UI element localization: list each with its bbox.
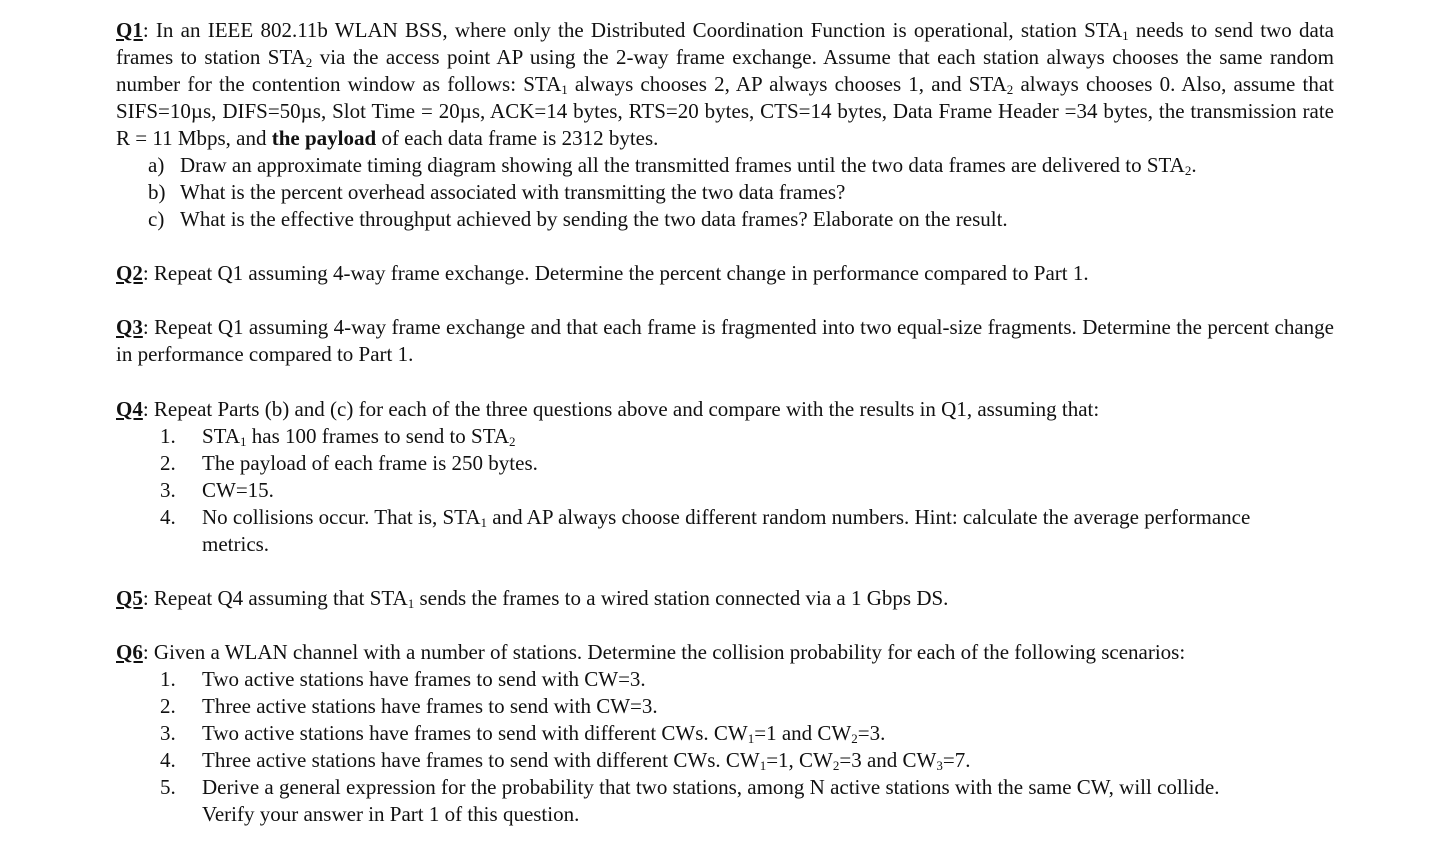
list-marker: 1. xyxy=(160,667,176,691)
question-4-item xyxy=(116,504,1334,558)
question-6-item xyxy=(116,747,1334,774)
subscript: 1 xyxy=(407,596,415,611)
subscript: 2 xyxy=(1006,82,1014,97)
question-4-text xyxy=(116,396,1334,423)
list-item-text: Draw an approximate timing diagram showing all the transmitted frames until the two data frames are delivered to $STA_2$. xyxy=(180,153,1197,178)
question-6 xyxy=(116,639,1334,828)
list-marker: 4. xyxy=(160,748,176,772)
question-4-items xyxy=(116,423,1334,558)
subscript: 2 xyxy=(305,55,313,70)
subscript: 1 xyxy=(480,515,487,530)
question-6-item xyxy=(116,693,1334,720)
subscript: 2 xyxy=(509,434,516,449)
question-5-body: : Repeat Q4 assuming that $STA_1$ sends the frames to a wired station connected via a 1 Gbps DS. xyxy=(142,586,949,611)
question-4-item xyxy=(116,423,1334,450)
list-marker: 3. xyxy=(160,478,176,502)
question-3-text xyxy=(116,314,1334,368)
question-3-label: Q3 xyxy=(116,315,143,339)
question-4-item xyxy=(116,450,1334,477)
question-6-item xyxy=(116,774,1334,828)
question-1 xyxy=(116,17,1334,233)
subscript: 1 xyxy=(759,758,767,773)
question-6-item xyxy=(116,666,1334,693)
subscript: 1 xyxy=(1122,28,1129,43)
list-item-text: What is the effective throughput achieved by sending the two data frames? Elaborate on the result. xyxy=(180,207,1008,231)
subscript: 2 xyxy=(851,731,858,746)
list-marker: 2. xyxy=(160,694,176,718)
question-6-item xyxy=(116,720,1334,747)
list-item-text: Two active stations have frames to send with different CWs. $CW_1=1$ and $CW_2=3$. xyxy=(202,721,886,746)
subscript: 1 xyxy=(747,731,755,746)
question-1-part xyxy=(116,152,1334,179)
list-item-text: The payload of each frame is 250 bytes. xyxy=(202,451,538,475)
question-1-text xyxy=(116,17,1334,152)
list-marker: 3. xyxy=(160,721,176,745)
question-5-text xyxy=(116,585,1334,612)
list-marker: c) xyxy=(148,207,165,231)
list-item-text: Three active stations have frames to send with different CWs. $CW_1=1$, $CW_2=3$ and $CW_3=7$. xyxy=(202,748,971,773)
list-marker: b) xyxy=(148,180,166,204)
question-6-items xyxy=(116,666,1334,828)
question-2-body: : Repeat Q1 assuming 4-way frame exchange. Determine the percent change in performance compared to Part 1. xyxy=(142,261,1089,285)
question-4-label: Q4 xyxy=(116,397,143,421)
list-item-text: Two active stations have frames to send with CW=3. xyxy=(202,667,646,691)
question-6-body: : Given a WLAN channel with a number of stations. Determine the collision probability for each of the following scenarios: xyxy=(142,640,1186,664)
list-item-text: $STA_1$ has 100 frames to send to $STA_2$ xyxy=(202,424,516,449)
list-marker: 4. xyxy=(160,505,176,529)
question-4-body: : Repeat Parts (b) and (c) for each of the three questions above and compare with the results in Q1, assuming that: xyxy=(142,397,1100,421)
list-marker: a) xyxy=(148,153,165,177)
question-1-parts xyxy=(116,152,1334,233)
list-marker: 5. xyxy=(160,775,176,799)
question-1-body: : In an IEEE 802.11b WLAN BSS, where only the Distributed Coordination Function is operational, station $STA_1$ needs to send two data frames to station $STA_2$ via the access point AP using the 2-way frame exchange. Assume that each station always chooses the same random number for the contention window as follows: $STA_1$ always chooses 2, AP always chooses 1, and $STA_2$ always chooses 0. Also, assume that SIFS=10µs, DIFS=50µs, Slot Time = 20µs, ACK=14 bytes, RTS=20 bytes, CTS=14 bytes, Data Frame Header =34 bytes, the transmission rate R = 11 Mbps, and the payload of each data frame is 2312 bytes. xyxy=(116,18,1334,150)
subscript: 2 xyxy=(832,758,840,773)
list-item-text: What is the percent overhead associated with transmitting the two data frames? xyxy=(180,180,846,204)
question-6-text xyxy=(116,639,1334,666)
question-2-text xyxy=(116,260,1334,287)
question-5-label: Q5 xyxy=(116,586,143,610)
list-marker: 2. xyxy=(160,451,176,475)
question-3-body: : Repeat Q1 assuming 4-way frame exchange and that each frame is fragmented into two equal-size fragments. Determine the percent change in performance compared to Part 1. xyxy=(116,315,1334,366)
question-3 xyxy=(116,314,1334,368)
subscript: 1 xyxy=(240,434,247,449)
list-item-text: Three active stations have frames to send with CW=3. xyxy=(202,694,658,718)
question-2 xyxy=(116,260,1334,287)
question-4-item xyxy=(116,477,1334,504)
question-6-label: Q6 xyxy=(116,640,143,664)
list-item-text: CW=15. xyxy=(202,478,274,502)
question-2-label: Q2 xyxy=(116,261,143,285)
list-item-text: Derive a general expression for the probability that two stations, among N active stations with the same CW, will collide. Verify your answer in Part 1 of this question. xyxy=(202,775,1220,826)
list-marker: 1. xyxy=(160,424,176,448)
question-1-label: Q1 xyxy=(116,18,143,42)
list-item-text: No collisions occur. That is, $STA_1$ and AP always choose different random numbers. Hint: calculate the average performance metrics. xyxy=(202,505,1251,556)
subscript: 1 xyxy=(561,82,568,97)
question-5 xyxy=(116,585,1334,612)
subscript: 2 xyxy=(1184,163,1192,178)
bold-text: the payload xyxy=(271,126,377,150)
question-1-part xyxy=(116,179,1334,206)
question-1-part xyxy=(116,206,1334,233)
subscript: 3 xyxy=(936,758,943,773)
question-4 xyxy=(116,396,1334,558)
